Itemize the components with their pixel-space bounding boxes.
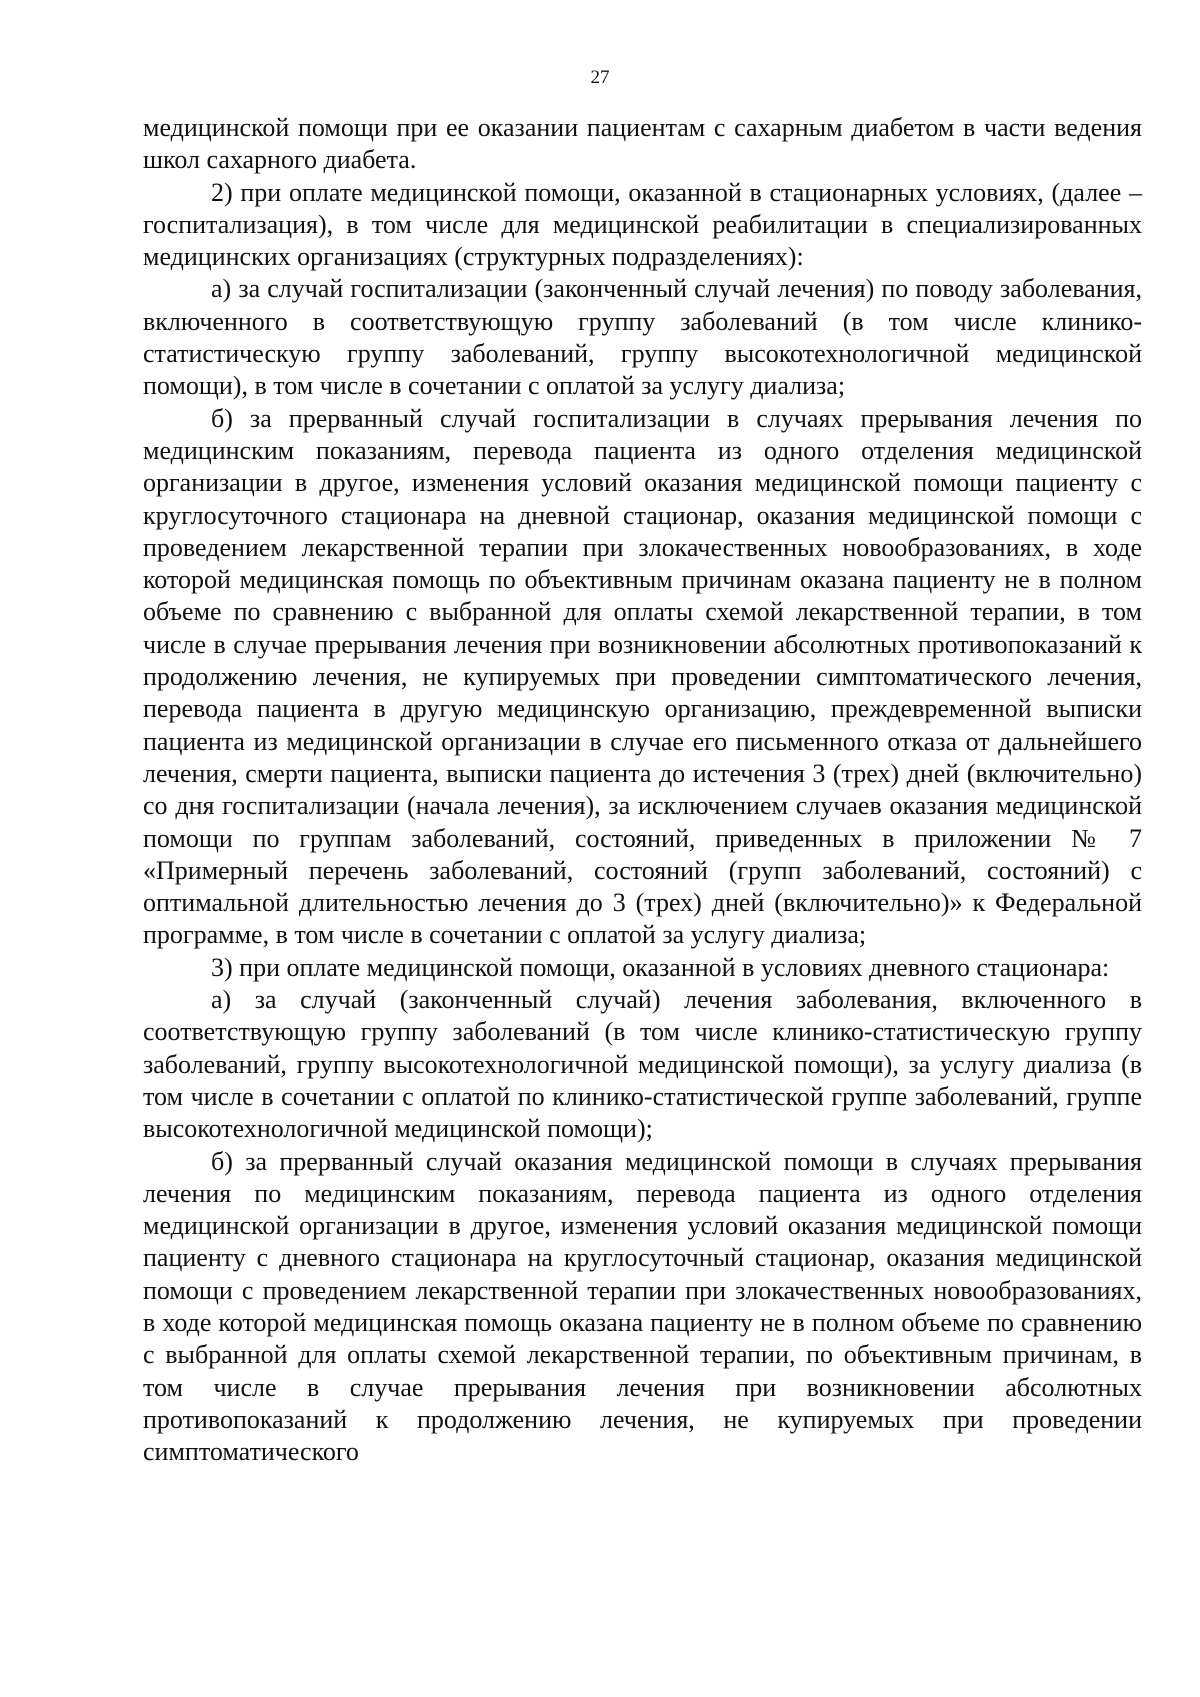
paragraph-item-2a: а) за случай госпитализации (законченный случай лечения) по поводу заболевания, включенного в соответствующую группу заболеваний (в том числе клинико-статистическую группу заболеваний, группу высокотехнологичной медицинской помощи), в том числе в сочетании с оплатой за услугу диализа; bbox=[143, 274, 1142, 401]
paragraph-item-2: 2) при оплате медицинской помощи, оказанной в стационарных условиях, (далее – госпитализация), в том числе для медицинской реабилитации в специализированных медицинских организациях (структурных подразделениях): bbox=[143, 177, 1142, 272]
document-body bbox=[143, 112, 1142, 1468]
paragraph-item-3: 3) при оплате медицинской помощи, оказанной в условиях дневного стационара: bbox=[211, 952, 1110, 982]
page-number: 27 bbox=[590, 67, 610, 88]
paragraph-continuation: медицинской помощи при ее оказании пациентам с сахарным диабетом в части ведения школ сахарного диабета. bbox=[143, 113, 1142, 175]
paragraph-item-3b: б) за прерванный случай оказания медицинской помощи в случаях прерывания лечения по медицинским показаниям, перевода пациента из одного отделения медицинской организации в другое, изменения условий оказания медицинской помощи пациенту с дневного стационара на круглосуточный стационар, оказания медицинской помощи с проведением лекарственной терапии при злокачественных новообразованиях, в ходе которой медицинская помощь оказана пациенту не в полном объеме по сравнению с выбранной для оплаты схемой лекарственной терапии, по объективным причинам, в том числе в случае прерывания лечения при возникновении абсолютных противопоказаний к продолжению лечения, не купируемых при проведении симптоматического bbox=[143, 1146, 1142, 1467]
paragraph-item-3a: а) за случай (законченный случай) лечения заболевания, включенного в соответствующую группу заболеваний (в том числе клинико-статистическую группу заболеваний, группу высокотехнологичной медицинской помощи), за услугу диализа (в том числе в сочетании с оплатой по клинико-статистической группе заболеваний, группе высокотехнологичной медицинской помощи); bbox=[143, 985, 1142, 1144]
paragraph-item-2b: б) за прерванный случай госпитализации в случаях прерывания лечения по медицинским показаниям, перевода пациента из одного отделения медицинской организации в другое, изменения условий оказания медицинской помощи пациенту с круглосуточного стационара на дневной стационар, оказания медицинской помощи с проведением лекарственной терапии при злокачественных новообразованиях, в ходе которой медицинская помощь по объективным причинам оказана пациенту не в полном объеме по сравнению с выбранной для оплаты схемой лекарственной терапии, в том числе в случае прерывания лечения при возникновении абсолютных противопоказаний к продолжению лечения, не купируемых при проведении симптоматического лечения, перевода пациента в другую медицинскую организацию, преждевременной выписки пациента из медицинской организации в случае его письменного отказа от дальнейшего лечения, смерти пациента, выписки пациента до истечения 3 (трех) дней (включительно) со дня госпитализации (начала лечения), за исключением случаев оказания медицинской помощи по группам заболеваний, состояний, приведенных в приложении № 7 «Примерный перечень заболеваний, состояний (групп заболеваний, состояний) с оптимальной длительностью лечения до 3 (трех) дней (включительно)» к Федеральной программе, в том числе в сочетании с оплатой за услугу диализа; bbox=[143, 403, 1142, 950]
